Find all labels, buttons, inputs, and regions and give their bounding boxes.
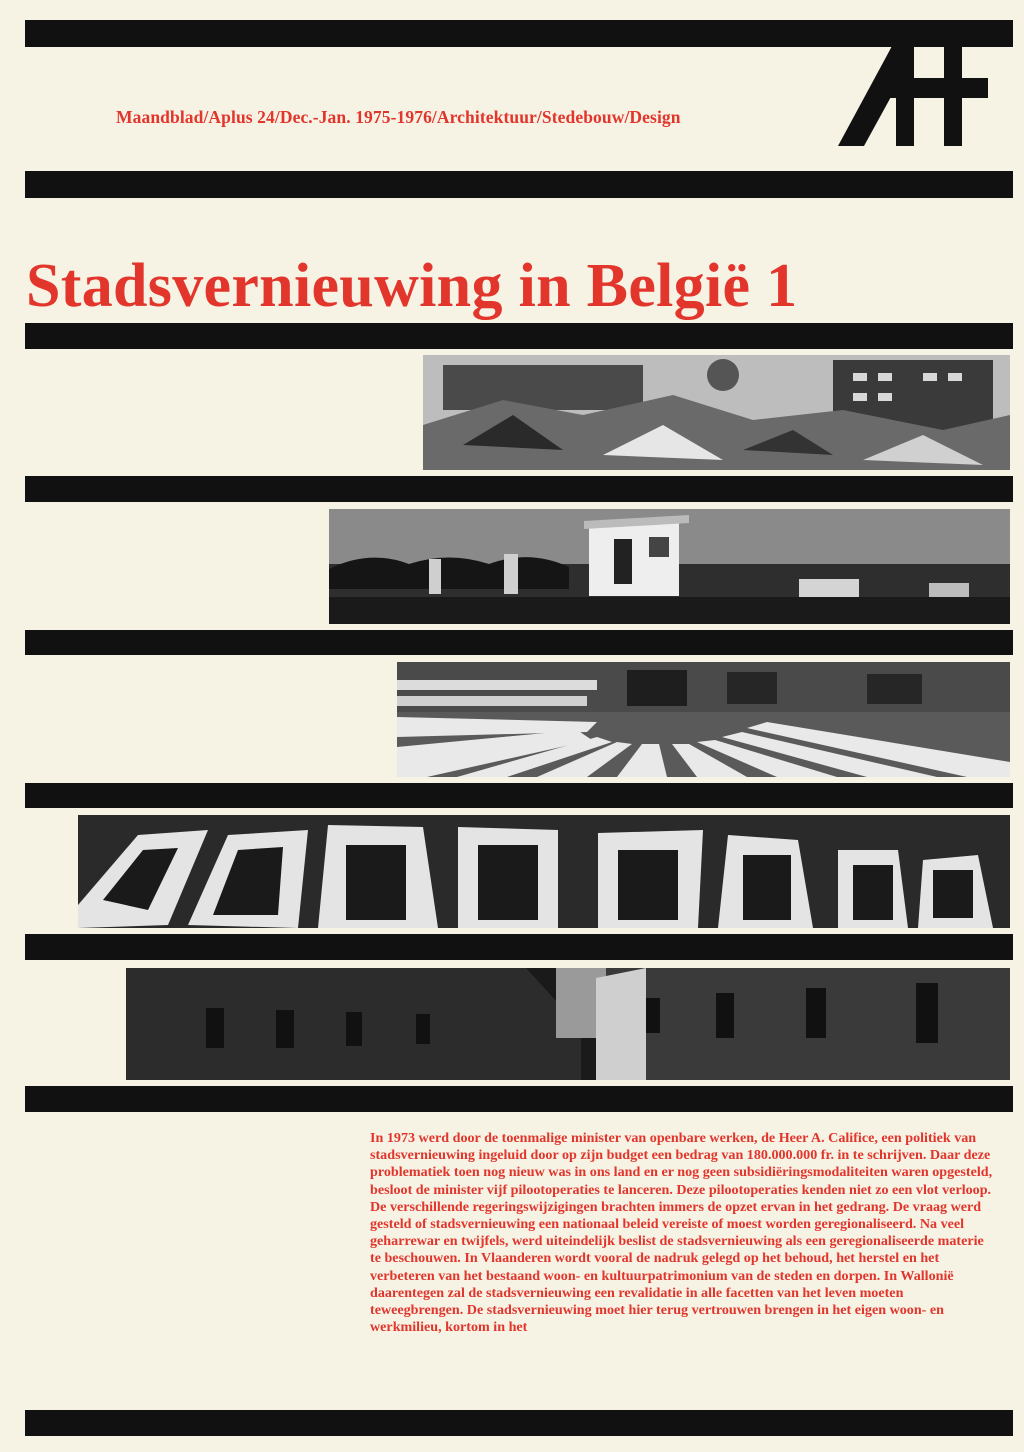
- divider-bar-1: [25, 476, 1013, 502]
- title-bar: [25, 323, 1013, 349]
- divider-bar-4: [25, 934, 1013, 960]
- bottom-bar: [25, 1410, 1013, 1436]
- hut-photo: [329, 509, 1010, 624]
- aplus-logo-icon: [838, 46, 988, 146]
- divider-bar-5: [25, 1086, 1013, 1112]
- header-bar: [25, 171, 1013, 198]
- intro-paragraph: In 1973 werd door de toenmalige minister van openbare werken, de Heer A. Califice, een politiek van stadsvernieuwing ingeluid door op zijn budget een bedrag van 180.000.000 fr. in te schrijven. Daar deze problematiek toen nog nieuw was in ons land en er nog geen subsidiëringsmodaliteiten waren opgesteld, besloot de minister vijf pilootoperaties te lanceren. Deze pilootoperaties kenden niet zo een vlot verloop. De verschillende regeringswijzigingen brachten immers de opzet ervan in het gedrang. De vraag werd gesteld of stadsvernieuwing een nationaal beleid vereiste of moest worden geregionaliseerd. Na veel geharrewar en twijfels, werd uiteindelijk beslist de stadsvernieuwing als een geregionaliseerde materie te beschouwen. In Vlaanderen wordt vooral de nadruk gelegd op het behoud, het herstel en het verbeteren van het bestaand woon- en kultuurpatrimonium van de steden en dorpen. In Wallonië daarentegen zal de stadsvernieuwing een revalidatie in alle facetten van het leven moeten teweegbrengen. De stadsvernieuwing moet hier terug vertrouwen brengen in het eigen woon- en werkmilieu, kortom in het: [370, 1130, 993, 1336]
- courtyard-photo: [397, 662, 1010, 777]
- alley-photo: [126, 968, 1010, 1080]
- top-bar: [25, 20, 1013, 47]
- page-title: Stadsvernieuwing in België 1: [26, 255, 798, 320]
- concrete-frames-photo: [78, 815, 1010, 928]
- masthead: Maandblad/Aplus 24/Dec.-Jan. 1975-1976/Architektuur/Stedebouw/Design: [116, 107, 681, 127]
- title-container: [26, 255, 1016, 323]
- divider-bar-3: [25, 783, 1013, 808]
- divider-bar-2: [25, 630, 1013, 655]
- rubble-photo: [423, 355, 1010, 470]
